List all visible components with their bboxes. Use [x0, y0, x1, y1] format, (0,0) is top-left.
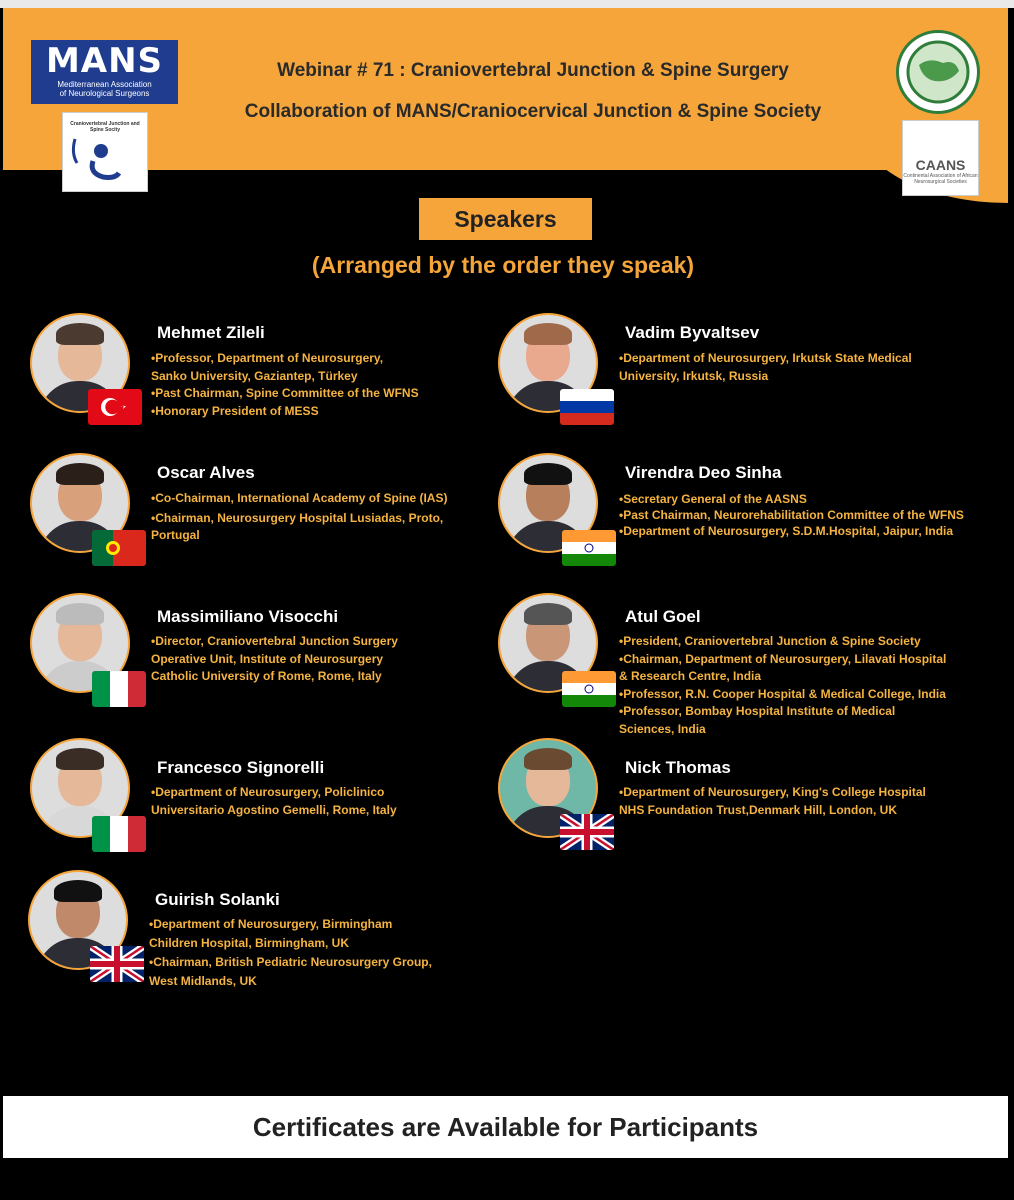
- italy-flag-icon: [92, 671, 146, 707]
- speaker-detail-line: •Professor, R.N. Cooper Hospital & Medical College, India: [619, 686, 946, 701]
- caans-logo-text: CAANS: [915, 157, 966, 173]
- speaker-details: [619, 784, 926, 819]
- speaker-name: Massimiliano Visocchi: [157, 607, 339, 626]
- speaker-detail-line: •Department of Neurosurgery, Irkutsk State Medical: [619, 351, 912, 365]
- speaker-detail-line: West Midlands, UK: [149, 974, 257, 988]
- speaker-detail-line: •Past Chairman, Neurorehabilitation Committee of the WFNS: [619, 508, 964, 522]
- speaker-detail-line: & Research Centre, India: [619, 669, 762, 683]
- speaker-detail-line: •Director, Craniovertebral Junction Surgery: [151, 634, 398, 648]
- speaker-details: [619, 633, 946, 738]
- russia-flag-icon: [560, 389, 614, 425]
- top-strip: [0, 0, 1014, 8]
- spine-icon: [63, 133, 147, 183]
- speaker-name: Oscar Alves: [157, 463, 255, 482]
- webinar-collaboration: Collaboration of MANS/Craniocervical Junction & Spine Society: [244, 101, 822, 122]
- speaker-details: [151, 490, 447, 545]
- speaker-detail-line: •Department of Neurosurgery, Policlinico: [151, 785, 385, 799]
- uk-flag-icon: [90, 946, 144, 982]
- mans-logo: [31, 40, 178, 104]
- speaker-details: [151, 784, 397, 819]
- speaker-name: Atul Goel: [625, 607, 701, 626]
- speaker-detail-line: Operative Unit, Institute of Neurosurgery: [151, 651, 384, 666]
- speaker-name: Guirish Solanki: [155, 890, 280, 909]
- webinar-title: Webinar # 71 : Craniovertebral Junction & Spine Surgery: [277, 60, 789, 81]
- speaker-detail-line: •Department of Neurosurgery, Birmingham: [149, 917, 393, 931]
- speaker-detail-line: NHS Foundation Trust,Denmark Hill, London, UK: [619, 802, 897, 817]
- speaker-detail-line: •Secretary General of the AASNS: [619, 492, 807, 506]
- speaker-details: [151, 633, 398, 686]
- speaker-detail-line: •Professor, Department of Neurosurgery,: [151, 351, 384, 365]
- speaker-detail-line: •Past Chairman, Spine Committee of the WFNS: [151, 386, 419, 400]
- speaker-detail-line: •Department of Neurosurgery, S.D.M.Hospital, Jaipur, India: [619, 524, 954, 538]
- bottom-strip: [0, 1158, 1014, 1200]
- speaker-detail-line: Universitario Agostino Gemelli, Rome, Italy: [151, 802, 397, 817]
- certificate-notice: Certificates are Available for Participants: [252, 1112, 759, 1142]
- pan-arab-neurosurgical-logo: [896, 30, 980, 114]
- speaker-name: Nick Thomas: [625, 758, 731, 777]
- speaker-detail-line: •Co-Chairman, International Academy of Spine (IAS): [151, 491, 448, 505]
- speaker-detail-line: •Honorary President of MESS: [151, 403, 319, 418]
- speaker-detail-line: Sciences, India: [619, 721, 706, 736]
- india-flag-icon: [562, 530, 616, 566]
- certificate-footer: [3, 1096, 1008, 1158]
- speaker-detail-line: Children Hospital, Birmingham, UK: [149, 936, 350, 950]
- speaker-detail-line: Portugal: [151, 528, 200, 542]
- speaker-detail-line: •Chairman, British Pediatric Neurosurgery Group,: [149, 955, 432, 969]
- speaker-detail-line: •Chairman, Neurosurgery Hospital Lusiadas, Proto,: [151, 510, 444, 525]
- speaker-name: Francesco Signorelli: [157, 758, 325, 777]
- uk-flag-icon: [560, 814, 614, 850]
- speaker-details: [619, 350, 912, 385]
- caans-logo-subtext: Continental Association of African Neurosurgical Societies: [903, 173, 978, 185]
- speaker-detail-line: University, Irkutsk, Russia: [619, 368, 769, 383]
- cjss-logo: [62, 112, 148, 192]
- caans-logo: [902, 120, 979, 196]
- speaker-name: Virendra Deo Sinha: [625, 463, 782, 482]
- speaker-detail-line: •President, Craniovertebral Junction & Spine Society: [619, 634, 921, 648]
- speaker-details: [151, 350, 419, 420]
- speaker-detail-line: Catholic University of Rome, Rome, Italy: [151, 669, 382, 683]
- speaker-detail-line: •Chairman, Department of Neurosurgery, Lilavati Hospital: [619, 651, 947, 666]
- speaker-detail-line: •Professor, Bombay Hospital Institute of Medical: [619, 704, 896, 718]
- speaker-details: [149, 915, 432, 991]
- speaker-name: Vadim Byvaltsev: [625, 323, 760, 342]
- speaker-details: [619, 491, 964, 539]
- mans-logo-line2: of Neurological Surgeons: [59, 89, 150, 98]
- cjss-logo-text: Craniovertebral Junction and Spine Socity: [70, 121, 140, 133]
- india-flag-icon: [562, 671, 616, 707]
- speaker-name: Mehmet Zileli: [157, 323, 265, 342]
- turkey-flag-icon: [88, 389, 142, 425]
- speaker-detail-line: Sanko University, Gaziantep, Türkey: [151, 368, 358, 383]
- italy-flag-icon: [92, 816, 146, 852]
- mans-logo-text: MANS: [45, 41, 164, 81]
- speaker-detail-line: •Department of Neurosurgery, King's College Hospital: [619, 785, 926, 799]
- webinar-poster: [3, 8, 1008, 1096]
- globe-icon: [899, 33, 977, 111]
- mans-logo-line1: Mediterranean Association: [57, 80, 152, 89]
- speakers-heading: Speakers: [419, 198, 592, 240]
- portugal-flag-icon: [92, 530, 146, 566]
- speakers-subtitle: (Arranged by the order they speak): [311, 252, 695, 278]
